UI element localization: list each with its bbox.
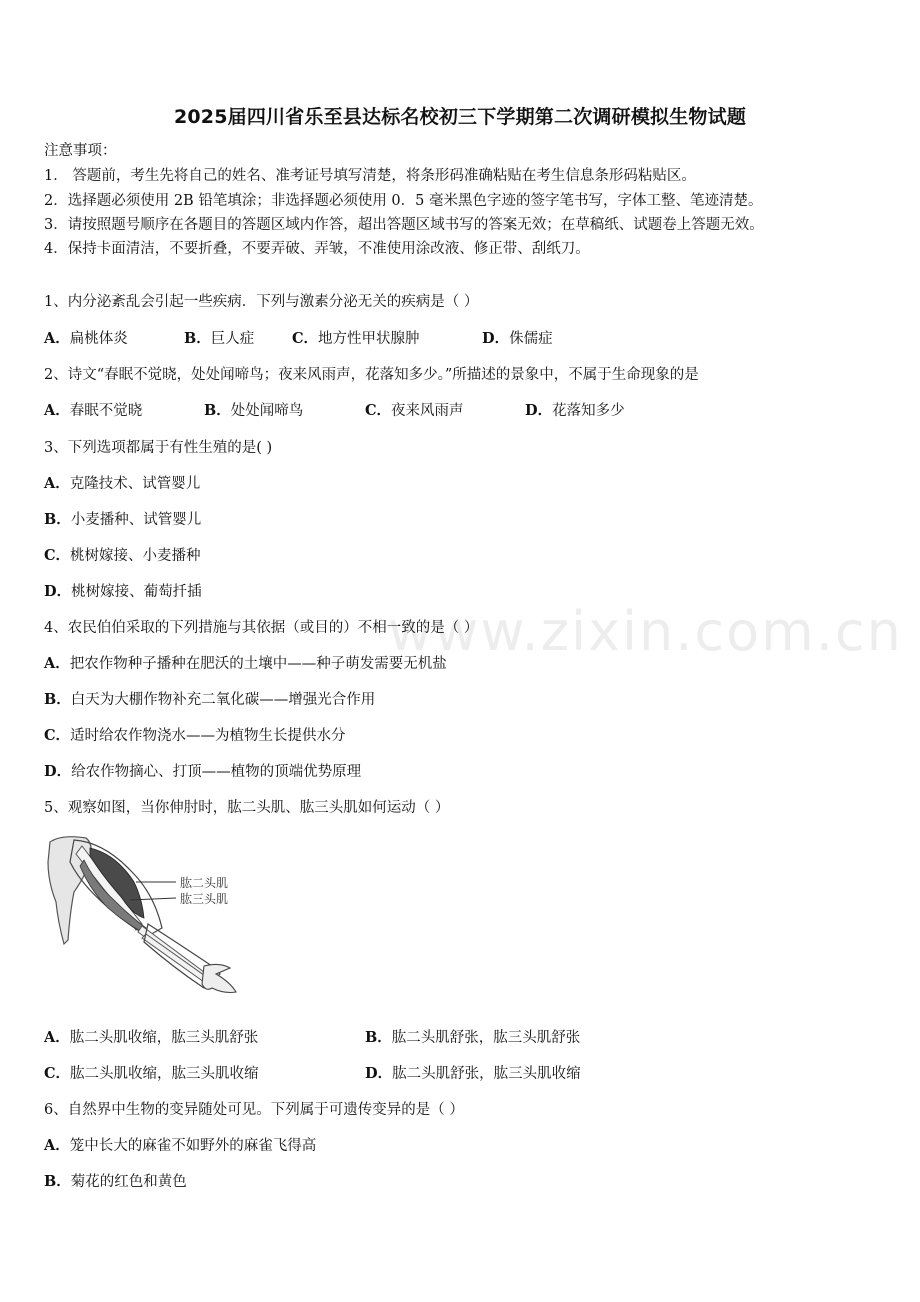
notice-item-2: 2．选择题必须使用 2B 铅笔填涂；非选择题必须使用 0．5 毫米黑色字迹的签字笔书写，字体工整、笔迹清楚。 [44,193,763,209]
triceps-label: 肱三头肌 [180,892,229,906]
q2-option-a: A．春眠不觉晓 [44,402,143,419]
question-1-stem: 1、内分泌紊乱会引起一些疾病．下列与激素分泌无关的疾病是（ ） [44,294,479,310]
q1-option-a: A．扁桃体炎 [44,330,128,347]
question-6-stem: 6、自然界中生物的变异随处可见。下列属于可遗传变异的是（ ） [44,1102,464,1118]
q5-option-a: A．肱二头肌收缩，肱三头肌舒张 [44,1029,259,1046]
q3-option-a: A．克隆技术、试管婴儿 [44,475,201,492]
q1-option-c: C．地方性甲状腺肿 [292,330,420,347]
notice-item-1: 1． 答题前，考生先将自己的姓名、准考证号填写清楚，将条形码准确粘贴在考生信息条形码粘贴区。 [44,168,696,184]
page-title: 2025届四川省乐至县达标名校初三下学期第二次调研模拟生物试题 [173,106,747,128]
q3-option-c: C．桃树嫁接、小麦播种 [44,547,201,564]
q1-option-b: B．巨人症 [184,330,255,347]
q5-option-c: C．肱二头肌收缩，肱三头肌收缩 [44,1065,259,1082]
q2-option-b: B．处处闻啼鸟 [204,402,304,419]
q6-option-b: B．菊花的红色和黄色 [44,1173,187,1190]
q5-option-b: B．肱二头肌舒张，肱三头肌舒张 [365,1029,581,1046]
q1-option-d: D．侏儒症 [482,330,553,347]
question-3-stem: 3、下列选项都属于有性生殖的是( ) [44,440,273,456]
arm-illustration [44,832,244,1007]
q4-option-a: A．把农作物种子播种在肥沃的土壤中——种子萌发需要无机盐 [44,655,447,672]
notice-item-4: 4．保持卡面清洁，不要折叠，不要弄破、弄皱，不准使用涂改液、修正带、刮纸刀。 [44,241,590,257]
q3-option-d: D．桃树嫁接、葡萄扦插 [44,583,202,600]
q3-option-b: B．小麦播种、试管婴儿 [44,511,202,528]
question-4-stem: 4、农民伯伯采取的下列措施与其依据（或目的）不相一致的是（ ） [44,620,479,636]
q5-option-d: D．肱二头肌舒张，肱三头肌收缩 [365,1065,581,1082]
watermark: www.zixin.com.cn [388,600,903,663]
q6-option-a: A．笼中长大的麻雀不如野外的麻雀飞得高 [44,1137,317,1154]
q2-option-d: D．花落知多少 [525,402,625,419]
q4-option-d: D．给农作物摘心、打顶——植物的顶端优势原理 [44,763,362,780]
notice-item-3: 3．请按照题号顺序在各题目的答题区域内作答，超出答题区域书写的答案无效；在草稿纸、试题卷上答题无效。 [44,217,764,233]
question-5-stem: 5、观察如图，当你伸肘时，肱二头肌、肱三头肌如何运动（ ） [44,800,450,816]
notice-heading: 注意事项： [44,143,117,159]
q4-option-b: B．白天为大棚作物补充二氧化碳——增强光合作用 [44,691,376,708]
q4-option-c: C．适时给农作物浇水——为植物生长提供水分 [44,727,346,744]
arm-muscle-figure [44,832,244,1007]
question-2-stem: 2、诗文“春眠不觉晓，处处闻啼鸟；夜来风雨声，花落知多少。”所描述的景象中，不属于生命现象的是 [44,367,699,383]
biceps-label: 肱二头肌 [180,876,229,890]
q2-option-c: C．夜来风雨声 [365,402,464,419]
